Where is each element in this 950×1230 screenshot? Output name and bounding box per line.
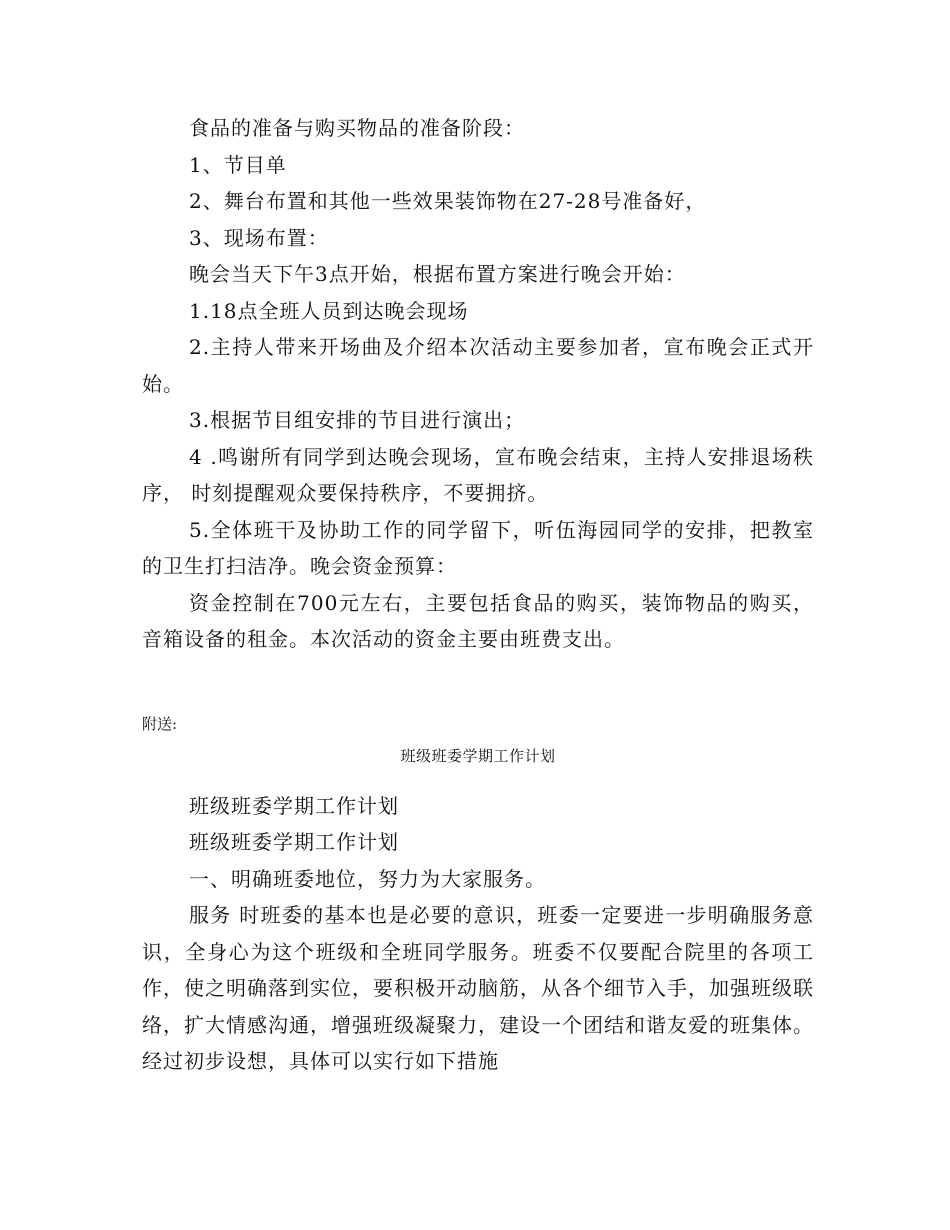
paragraph: 班级班委学期工作计划 [189,793,399,818]
paragraph: 3.根据节目组安排的节目进行演出； [189,408,526,432]
appendix-label: 附送: [142,714,178,733]
appendix-title: 班级班委学期工作计划 [400,746,556,765]
spacer [142,766,814,788]
section-work-plan [142,788,814,1080]
paragraph: 服务 时班委的基本也是必要的意识，班委一定要进一步明确服务意识，全身心为这个班级和全班同学服务。班委不仅要配合院里的各项工作，使之明确落到实位，要积极开动脑筋，从各个细节入手，加强班级联络，扩大情感沟通，增强班级凝聚力，建设一个团结和谐友爱的班集体。经过初步设想，具体可以实行如下措施 [142,903,814,1073]
document-body [142,110,814,1080]
section-event-plan [142,110,814,658]
paragraph: 5.全体班干及协助工作的同学留下，听伍海园同学的安排，把教室的卫生打扫洁净。晚会资金预算： [142,517,814,578]
paragraph: 4 .鸣谢所有同学到达晚会现场，宣布晚会结束，主持人安排退场秩序， 时刻提醒观众要保持秩序，不要拥挤。 [142,444,814,505]
paragraph: 3、现场布置： [189,225,329,250]
spacer [142,658,814,714]
paragraph: 1、节目单 [189,152,287,177]
paragraph: 1.18点全班人员到达晚会现场 [189,298,469,323]
paragraph: 2.主持人带来开场曲及介绍本次活动主要参加者，宣布晚会正式开始。 [142,335,814,396]
paragraph: 资金控制在700元左右，主要包括食品的购买，装饰物品的购买，音箱设备的租金。本次活动的资金主要由班费支出。 [142,590,814,651]
paragraph: 一、明确班委地位，努力为大家服务。 [189,866,546,891]
paragraph: 2、舞台布置和其他一些效果装饰物在27-28号准备好， [189,189,707,213]
paragraph: 晚会当天下午3点开始，根据布置方案进行晚会开始： [189,262,686,286]
paragraph: 班级班委学期工作计划 [189,830,399,854]
paragraph: 食品的准备与购买物品的准备阶段： [189,116,525,140]
